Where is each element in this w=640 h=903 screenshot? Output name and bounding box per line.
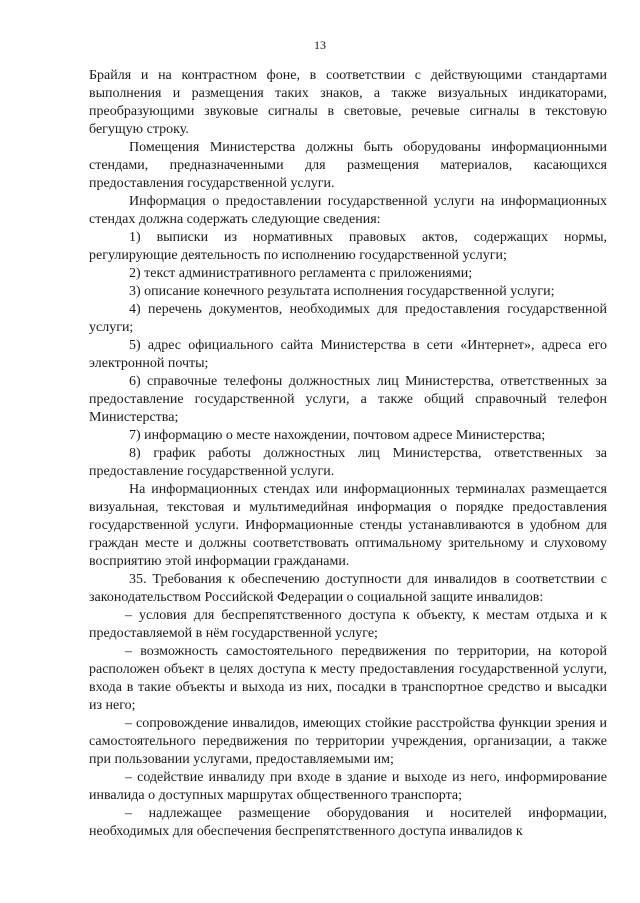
page-number: 13 xyxy=(314,38,326,52)
document-body xyxy=(89,67,607,841)
bullet-equipment-placement: – надлежащее размещение оборудования и носителей информации, необходимых для обеспечения беспрепятственного доступа инвалидов к xyxy=(89,806,607,839)
paragraph-info-contents: Информация о предоставлении государственной услуги на информационных стендах должна содержать следующие сведения: xyxy=(89,194,607,227)
list-item-6: 6) справочные телефоны должностных лиц Министерства, ответственных за предоставление государственной услуги, а также общий справочный телефон Министерства; xyxy=(89,374,607,425)
list-item-7: 7) информацию о месте нахождении, почтовом адресе Министерства; xyxy=(129,428,546,443)
paragraph-terminals: На информационных стендах или информационных терминалах размещается визуальная, текстовая и мультимедийная информация о порядке предоставления государственной услуги. Информационные стенды устанавливаются в удобном для граждан месте и должны соответствовать оптимальному зрительному и слуховому восприятию этой информации гражданами. xyxy=(89,482,607,569)
bullet-assistance: – содействие инвалиду при входе в здание и выходе из него, информирование инвалида о доступных маршрутах общественного транспорта; xyxy=(89,770,607,803)
section-35-heading: 35. Требования к обеспечению доступности для инвалидов в соответствии с законодательством Российской Федерации о социальной защите инвалидов: xyxy=(89,572,607,605)
list-item-2: 2) текст административного регламента с приложениями; xyxy=(129,266,473,281)
list-item-4: 4) перечень документов, необходимых для предоставления государственной услуги; xyxy=(89,302,607,335)
list-item-8: 8) график работы должностных лиц Министерства, ответственных за предоставление государственной услуги. xyxy=(89,446,607,479)
bullet-access-conditions: – условия для беспрепятственного доступа к объекту, к местам отдыха и к предоставляемой в нём государственной услуге; xyxy=(89,608,607,641)
bullet-independent-movement: – возможность самостоятельного передвижения по территории, на которой расположен объект в целях доступа к месту предоставления государственной услуги, входа в такие объекты и выхода из них, посадки в транспортное средство и высадки из него; xyxy=(89,644,607,713)
list-item-5: 5) адрес официального сайта Министерства в сети «Интернет», адреса его электронной почты; xyxy=(89,338,607,371)
list-item-1: 1) выписки из нормативных правовых актов, содержащих нормы, регулирующие деятельность по исполнению государственной услуги; xyxy=(89,230,607,263)
paragraph-braille-continuation: Брайля и на контрастном фоне, в соответствии с действующими стандартами выполнения и размещения таких знаков, а также визуальных индикаторами, преобразующими звуковые сигналы в световые, речевые сигналы в текстовую бегущую строку. xyxy=(89,68,607,137)
paragraph-info-stands: Помещения Министерства должны быть оборудованы информационными стендами, предназначенными для размещения материалов, касающихся предоставления государственной услуги. xyxy=(89,140,607,191)
bullet-escort: – сопровождение инвалидов, имеющих стойкие расстройства функции зрения и самостоятельного передвижения по территории учреждения, организации, а также при пользовании услугами, предоставляемыми им; xyxy=(89,716,607,767)
list-item-3: 3) описание конечного результата исполнения государственной услуги; xyxy=(129,284,555,299)
